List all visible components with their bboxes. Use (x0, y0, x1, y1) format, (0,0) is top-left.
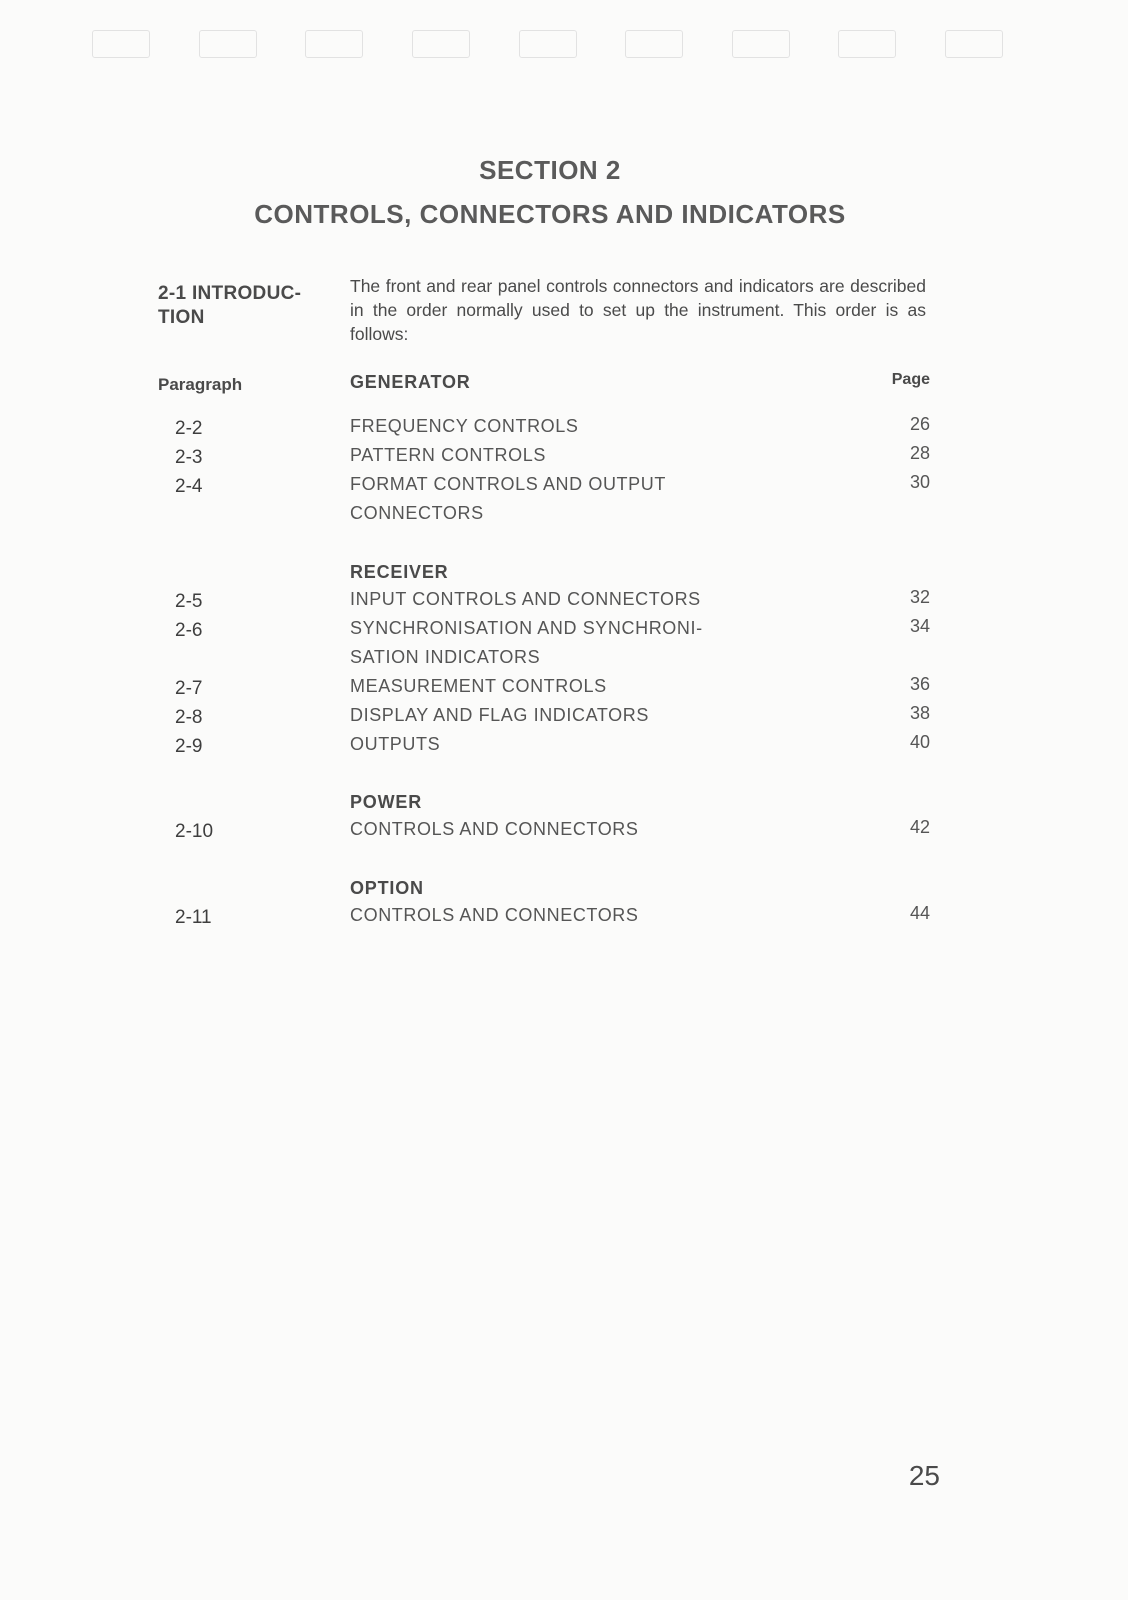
entry-title: FREQUENCY CONTROLS (350, 416, 579, 436)
entry-paragraph: 2-6 (175, 620, 203, 641)
intro-heading-line-2: TION (158, 307, 205, 328)
page-column-label: Page (891, 371, 930, 388)
entry-paragraph: 2-4 (175, 476, 203, 497)
entry-title-line-2: CONNECTORS (350, 503, 484, 523)
group-title-option: OPTION (350, 878, 424, 898)
entry-title: INPUT CONTROLS AND CONNECTORS (350, 589, 701, 609)
entry-title-line-1: FORMAT CONTROLS AND OUTPUT (350, 474, 666, 494)
binder-hole (199, 30, 257, 58)
binder-hole (838, 30, 896, 58)
entry-title: DISPLAY AND FLAG INDICATORS (350, 705, 649, 725)
intro-heading-line-1: 2-1 INTRODUC- (158, 283, 302, 304)
binder-hole (412, 30, 470, 58)
binder-hole (305, 30, 363, 58)
entry-title (350, 470, 810, 528)
entry-paragraph: 2-2 (175, 418, 203, 439)
entry-paragraph: 2-3 (175, 447, 203, 468)
intro-heading (158, 282, 328, 330)
intro-text: The front and rear panel controls connectors and indicators are described in the order normally used to set up the instrument. This order is as follows: (350, 276, 926, 344)
binder-hole (519, 30, 577, 58)
entry-title: MEASUREMENT CONTROLS (350, 676, 607, 696)
entry-paragraph: 2-7 (175, 678, 203, 699)
group-title-receiver: RECEIVER (350, 562, 449, 582)
entry-title-line-2: SATION INDICATORS (350, 647, 541, 667)
entry-page: 28 (909, 443, 930, 463)
entry-title: CONTROLS AND CONNECTORS (350, 905, 639, 925)
group-title-generator: GENERATOR (350, 372, 471, 392)
entry-page: 26 (909, 414, 930, 434)
binder-hole (945, 30, 1003, 58)
entry-page: 42 (909, 817, 930, 837)
entry-page: 40 (909, 732, 930, 752)
entry-page: 32 (909, 587, 930, 607)
binder-holes (92, 30, 1032, 60)
entry-page: 36 (909, 674, 930, 694)
binder-hole (732, 30, 790, 58)
entry-paragraph: 2-11 (175, 907, 212, 928)
entry-page: 44 (909, 903, 930, 923)
entry-title (350, 614, 810, 672)
page-number: 25 (908, 1460, 940, 1491)
entry-title: CONTROLS AND CONNECTORS (350, 819, 639, 839)
entry-paragraph: 2-10 (175, 821, 214, 842)
entry-page: 34 (909, 616, 930, 636)
entry-page: 38 (909, 703, 930, 723)
entry-paragraph: 2-8 (175, 707, 203, 728)
entry-title: PATTERN CONTROLS (350, 445, 546, 465)
group-title-power: POWER (350, 792, 423, 812)
entry-title: OUTPUTS (350, 734, 441, 754)
paragraph-column-label: Paragraph (158, 375, 243, 394)
binder-hole (92, 30, 150, 58)
entry-paragraph: 2-9 (175, 736, 203, 757)
section-number: SECTION 2 (479, 155, 621, 185)
binder-hole (625, 30, 683, 58)
section-title: CONTROLS, CONNECTORS AND INDICATORS (254, 199, 846, 229)
entry-page: 30 (909, 472, 930, 492)
entry-title-line-1: SYNCHRONISATION AND SYNCHRONI- (350, 618, 703, 638)
entry-paragraph: 2-5 (175, 591, 203, 612)
